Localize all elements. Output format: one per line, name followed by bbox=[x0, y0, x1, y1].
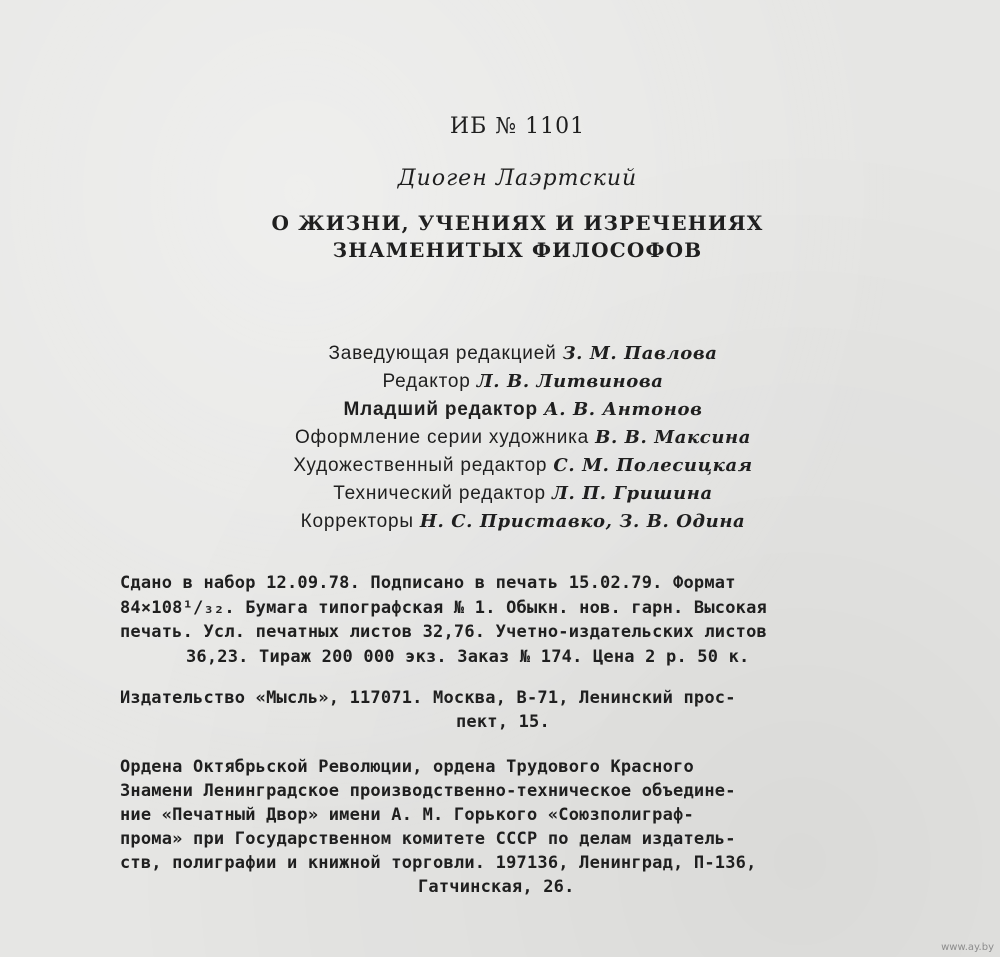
credit-role: Художественный редактор bbox=[293, 455, 548, 476]
credit-name: В. В. Максина bbox=[595, 427, 752, 448]
print-info-text: Сдано в набор 12.09.78. Подписано в печать 15.02.79. Формат bbox=[120, 573, 736, 593]
credit-line bbox=[0, 427, 1000, 449]
print-info-line bbox=[120, 573, 908, 593]
publisher-line: Издательство «Мысль», 117071. Москва, В-71, Ленинский прос- bbox=[120, 688, 736, 708]
print-info-line: 36,23. Тираж 200 000 экз. Заказ № 174. Цена 2 р. 50 к. bbox=[186, 647, 750, 667]
ib-number: ИБ № 1101 bbox=[449, 114, 586, 139]
credit-role: Оформление серии художника bbox=[294, 427, 590, 448]
printer-line: Знамени Ленинградское производственно-техническое объедине- bbox=[120, 781, 736, 801]
book-title-line-1: О ЖИЗНИ, УЧЕНИЯХ И ИЗРЕЧЕНИЯХ bbox=[271, 211, 764, 235]
credit-role: Заведующая редакцией bbox=[328, 343, 557, 364]
publisher-line: пект, 15. bbox=[456, 712, 550, 732]
printer-line: Гатчинская, 26. bbox=[418, 877, 575, 897]
printer-line: прома» при Государственном комитете СССР по делам издатель- bbox=[120, 829, 736, 849]
printer-line: ние «Печатный Двор» имени А. М. Горького «Союзполиграф- bbox=[120, 805, 694, 825]
credit-name: Л. П. Гришина bbox=[551, 483, 713, 504]
print-info-line: печать. Усл. печатных листов 32,76. Учетно-издательских листов bbox=[120, 622, 767, 642]
credit-role: Технический редактор bbox=[333, 483, 546, 504]
credit-role: Корректоры bbox=[300, 511, 414, 532]
credit-line bbox=[0, 371, 1000, 393]
credit-name: А. В. Антонов bbox=[543, 399, 703, 420]
author: Диоген Лаэртский bbox=[397, 166, 638, 191]
credit-line bbox=[0, 343, 1000, 365]
print-info-line: 84×108¹/₃₂. Бумага типографская № 1. Обыкн. нов. гарн. Высокая bbox=[120, 598, 767, 618]
credit-name: С. М. Полесицкая bbox=[553, 455, 753, 476]
credit-name: Н. С. Приставко, З. В. Одина bbox=[419, 511, 746, 532]
credit-role: Редактор bbox=[382, 371, 471, 392]
credit-line bbox=[0, 399, 1000, 421]
credit-name: З. М. Павлова bbox=[562, 343, 718, 364]
credit-name: Л. В. Литвинова bbox=[476, 371, 664, 392]
credit-line bbox=[0, 483, 1000, 505]
printer-line: Ордена Октябрьской Революции, ордена Трудового Красного bbox=[120, 757, 694, 777]
credit-role: Младший редактор bbox=[343, 399, 538, 420]
credit-line bbox=[0, 511, 1000, 533]
watermark: www.ay.by bbox=[941, 942, 994, 953]
printer-line: ств, полиграфии и книжной торговли. 197136, Ленинград, П-136, bbox=[120, 853, 757, 873]
credit-line bbox=[0, 455, 1000, 477]
book-title-line-2: ЗНАМЕНИТЫХ ФИЛОСОФОВ bbox=[332, 238, 703, 262]
